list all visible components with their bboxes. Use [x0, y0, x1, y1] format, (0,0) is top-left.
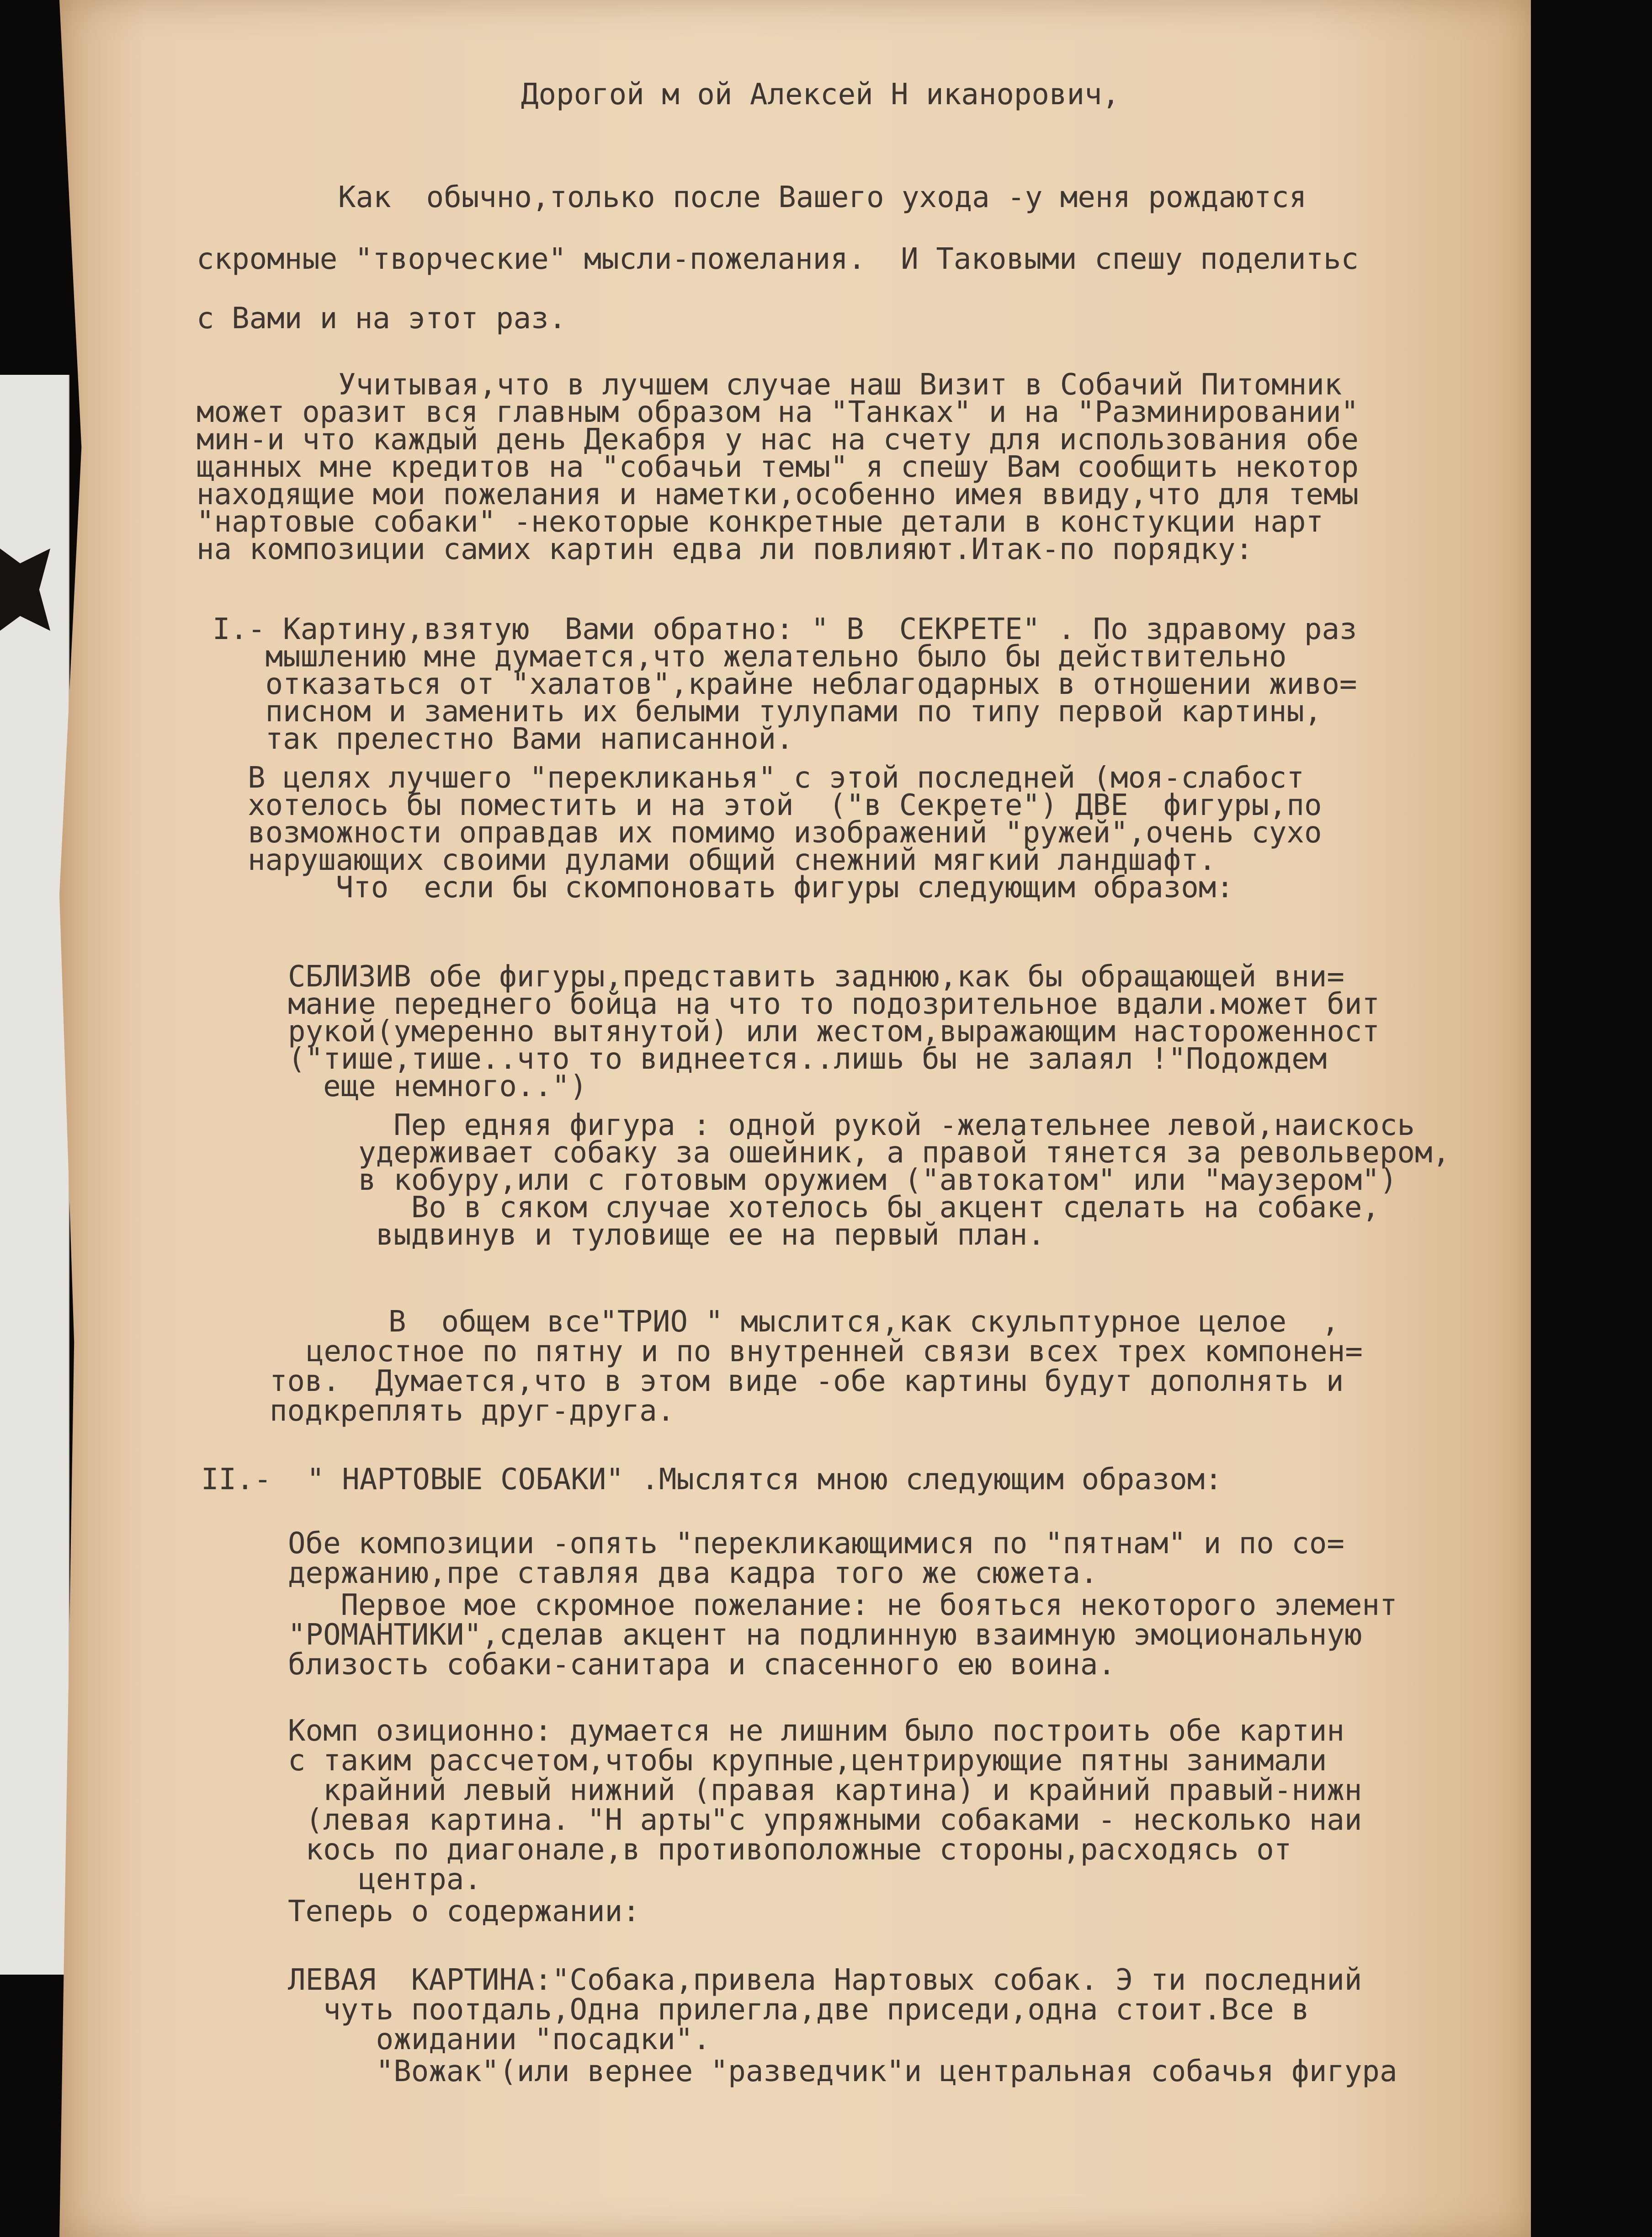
layout-note-line: с таким рассчетом,чтобы крупные,центрирующие пятны занимали [288, 1744, 1327, 1778]
composition-line: ("тише,тише..что то виднеется..лишь бы не залаял !"Подождем [288, 1042, 1327, 1076]
composition-line: выдвинув и туловище ее на первый план. [288, 1218, 1045, 1252]
context-line: щанных мне кредитов на "собачьи темы" я спешу Вам сообщить некотор [197, 450, 1359, 484]
left-picture-line: ЛЕВАЯ КАРТИНА:"Собака,привела Нартовых собак. Э ти последний [288, 1963, 1362, 1997]
left-picture-line: ожидании "посадки". [288, 2023, 711, 2056]
trio-line: подкреплять друг-друга. [270, 1394, 675, 1428]
section2-heading: II.- " НАРТОВЫЕ СОБАКИ" .Мыслятся мною следующим образом: [201, 1463, 1222, 1497]
section1-line: хотелось бы поместить и на этой ("в Секрете") ДВЕ фигуры,по [212, 788, 1322, 822]
section1-line: нарушающих своими дулами общий снежний мягкий ландшафт. [212, 843, 1216, 877]
section2-line: Первое мое скромное пожелание: не бояться некоторого элемент [288, 1588, 1397, 1622]
composition-line: СБЛИЗИВ обе фигуры,представить заднюю,как бы обращающей вни= [288, 960, 1344, 994]
trio-line: целостное по пятну и по внутренней связи всех трех компонен= [306, 1335, 1363, 1369]
composition-line: Пер едняя фигура : одной рукой -желательнее левой,наискось [288, 1108, 1415, 1142]
trio-line: тов. Думается,что в этом виде -обе картины будут дополнять и [270, 1364, 1344, 1398]
section2-line: Обе композиции -опять "перекликающимися по "пятнам" и по со= [288, 1527, 1344, 1561]
section2-line: "РОМАНТИКИ",сделав акцент на подлинную взаимную эмоциональную [288, 1618, 1362, 1652]
composition-line: в кобуру,или с готовым оружием ("автокатом" или "маузером") [288, 1163, 1397, 1197]
trio-line: В общем все"ТРИО " мыслится,как скульптурное целое , [388, 1305, 1339, 1339]
section1-line: I.- Картину,взятую Вами обратно: " В СЕКРЕТЕ" . По здравому раз [212, 613, 1357, 646]
composition-line: еще немного..") [288, 1070, 588, 1103]
section1-line: В целях лучшего "перекликанья" с этой последней (моя-слабост [212, 761, 1304, 795]
context-line: "нартовые собаки" -некоторые конкретные детали в констукции нарт [197, 505, 1323, 539]
composition-line: мание переднего бойца на что то подозрительное вдали.может бит [288, 987, 1380, 1021]
section1-line: Что если бы скомпоновать фигуры следующим образом: [212, 871, 1234, 905]
layout-note-line: центра. [288, 1863, 482, 1896]
intro-line: скромные "творческие" мысли-пожелания. И Таковыми спешу поделитьс [197, 242, 1359, 276]
context-line: Учитывая,что в лучшем случае наш Визит в Собачий Питомник [338, 368, 1342, 402]
intro-line: с Вами и на этот раз. [197, 302, 567, 336]
composition-line: удерживает собаку за ошейник, а правой тянется за револьвером, [288, 1136, 1450, 1170]
intro-line: Как обычно,только после Вашего ухода -у меня рождаются [338, 181, 1307, 214]
layout-note-line: Теперь о содержании: [288, 1895, 640, 1928]
left-picture-line: "Вожак"(или вернее "разведчик"и центральная собачья фигура [288, 2055, 1397, 2088]
layout-note-line: (левая картина. "Н арты"с упряжными собаками - несколько наи [288, 1803, 1362, 1837]
composition-line: Во в сяком случае хотелось бы акцент сделать на собаке, [288, 1191, 1380, 1225]
section1-line: так прелестно Вами написанной. [212, 722, 794, 756]
section2-line: близость собаки-санитара и спасенного ею воина. [288, 1648, 1115, 1682]
section1-line: мышлению мне думается,что желательно было бы действительно [212, 640, 1287, 674]
layout-note-line: кось по диагонале,в противоположные стороны,расходясь от [288, 1833, 1292, 1867]
section1-line: возможности оправдав их помимо изображений "ружей",очень сухо [212, 816, 1322, 850]
context-line: может оразит вся главным образом на "Танках" и на "Разминировании" [197, 395, 1359, 429]
section1-line: отказаться от "халатов",крайне неблагодарных в отношении живо= [212, 667, 1357, 701]
typed-letter [59, 0, 1531, 2237]
left-picture-line: чуть поотдаль,Одна прилегла,две приседи,одна стоит.Все в [288, 1993, 1309, 2027]
section1-line: писном и заменить их белыми тулупами по типу первой картины, [212, 695, 1322, 729]
composition-line: рукой(умеренно вытянутой) или жестом,выражающим настороженност [288, 1015, 1380, 1049]
layout-note-line: крайний левый нижний (правая картина) и крайний правый-нижн [288, 1774, 1362, 1807]
context-line: на композиции самих картин едва ли повлияют.Итак-по порядку: [197, 533, 1253, 566]
context-line: находящие мои пожелания и наметки,особенно имея ввиду,что для темы [197, 478, 1359, 511]
section2-line: держанию,пре ставляя два кадра того же сюжета. [288, 1556, 1098, 1590]
layout-note-line: Комп озиционно: думается не лишним было построить обе картин [288, 1714, 1344, 1748]
salutation: Дорогой м ой Алексей Н иканорович, [521, 78, 1120, 112]
context-line: мин-и что каждый день Декабря у нас на счету для использования обе [197, 423, 1359, 457]
